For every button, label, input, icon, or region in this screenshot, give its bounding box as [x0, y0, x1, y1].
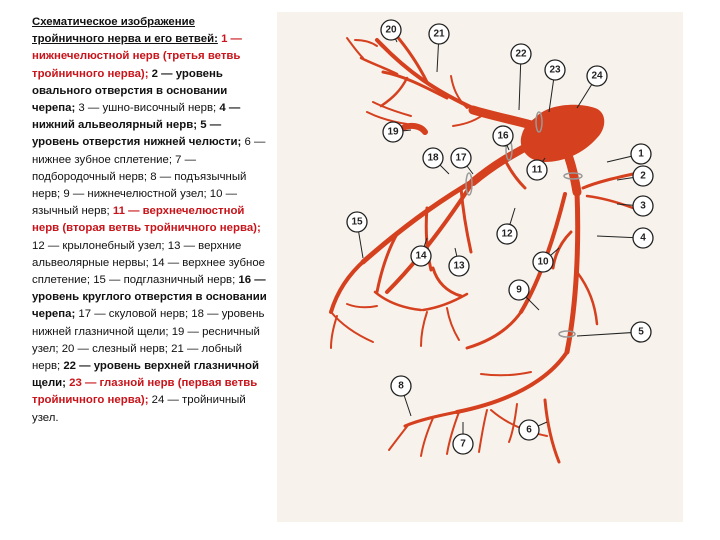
callout-number: 7: [460, 438, 466, 450]
legend-item: 15 — подглазничный нерв;: [90, 274, 236, 287]
callout-20: [381, 20, 401, 40]
callout-number: 16: [497, 130, 509, 142]
nerve-drawing: [277, 12, 683, 522]
callout-16: [493, 126, 513, 146]
legend-item: 8 — подъязычный нерв;: [32, 170, 247, 201]
ophthalmic-nerve: [347, 34, 539, 127]
figure-legend: [32, 14, 270, 427]
callout-number: 12: [501, 228, 513, 240]
callout-22: [511, 44, 531, 64]
legend-item: 6 — нижнее зубное сплетение;: [32, 136, 266, 166]
callout-number: 23: [549, 64, 561, 76]
legend-item: 2 — уровень овального отверстия в основании черепа;: [32, 67, 228, 115]
callout-9: [509, 280, 529, 300]
legend-item: 23 — глазной нерв (первая ветвь тройничного нерва);: [32, 377, 258, 407]
callout-number: 10: [537, 256, 549, 268]
callout-6: [519, 420, 539, 440]
legend-item: 24 — тройничный узел.: [32, 394, 246, 424]
callout-number: 18: [427, 152, 439, 164]
callout-number: 20: [385, 24, 397, 36]
legend-item: 20 — слезный нерв;: [58, 342, 168, 355]
legend-item: 10 — язычный нерв;: [32, 188, 238, 218]
legend-item: 19 — ресничный узел;: [32, 325, 260, 355]
callout-18: [423, 148, 443, 168]
callout-number: 14: [415, 250, 427, 262]
trigeminal-ganglion: [521, 105, 605, 162]
callout-number: 2: [640, 170, 646, 182]
trigeminal-nerve-diagram: [277, 12, 683, 522]
legend-item: 16 — уровень круглого отверстия в основании черепа;: [32, 274, 267, 321]
callout-11: [527, 160, 547, 180]
callout-13: [449, 256, 469, 276]
callout-10: [533, 252, 553, 272]
callout-number: 13: [453, 260, 465, 272]
legend-item: 9 — нижнечелюстной узел;: [60, 188, 207, 201]
callout-number: 6: [526, 424, 532, 436]
legend-item: 13 — верхние альвеолярные нервы;: [32, 239, 242, 269]
callout-number: 9: [516, 284, 522, 296]
callout-24: [587, 66, 607, 86]
callout-number: 19: [387, 126, 399, 138]
callout-1: [631, 144, 651, 164]
callout-number: 21: [433, 28, 445, 40]
legend-item: 7 — подбородочный нерв;: [32, 153, 197, 183]
callout-21: [429, 24, 449, 44]
callout-23: [545, 60, 565, 80]
legend-title: Схематическое изображение тройничного нерва и его ветвей:: [32, 16, 218, 46]
callout-8: [391, 376, 411, 396]
legend-item: 4 — нижний альвеолярный нерв;: [32, 102, 241, 132]
callout-3: [633, 196, 653, 216]
callout-number: 1: [638, 148, 644, 160]
legend-item: 22 — уровень верхней глазничной щели;: [32, 360, 259, 390]
ciliary-ganglion: [403, 126, 425, 132]
legend-item: 18 — уровень нижней глазничной щели;: [32, 308, 265, 338]
legend-item: 5 — уровень отверстия нижней челюсти;: [32, 119, 242, 149]
legend-item: 12 — крылонебный узел;: [32, 239, 165, 252]
callout-number: 5: [638, 326, 644, 338]
callout-5: [631, 322, 651, 342]
callout-number: 17: [455, 152, 467, 164]
callout-15: [347, 212, 367, 232]
callout-number: 4: [640, 232, 646, 244]
callout-2: [633, 166, 653, 186]
callout-number: 8: [398, 380, 404, 392]
callout-17: [451, 148, 471, 168]
callout-19: [383, 122, 403, 142]
callout-4: [633, 228, 653, 248]
legend-item: 3 — ушно-височный нерв;: [75, 102, 217, 115]
legend-item: 1 — нижнечелюстной нерв (третья ветвь тройничного нерва);: [32, 33, 242, 80]
callout-number: 22: [515, 48, 527, 60]
callout-12: [497, 224, 517, 244]
callout-number: 3: [640, 200, 646, 212]
callout-number: 15: [351, 216, 363, 228]
callout-7: [453, 434, 473, 454]
callout-14: [411, 246, 431, 266]
legend-item: 17 — скуловой нерв;: [75, 308, 189, 321]
legend-item: 11 — верхнечелюстной нерв (вторая ветвь тройничного нерва);: [32, 205, 261, 235]
legend-item: 14 — верхнее зубное сплетение;: [32, 256, 265, 287]
callout-number: 24: [591, 70, 603, 82]
callout-number: 11: [531, 164, 543, 176]
legend-item: 21 — лобный нерв;: [32, 342, 242, 373]
